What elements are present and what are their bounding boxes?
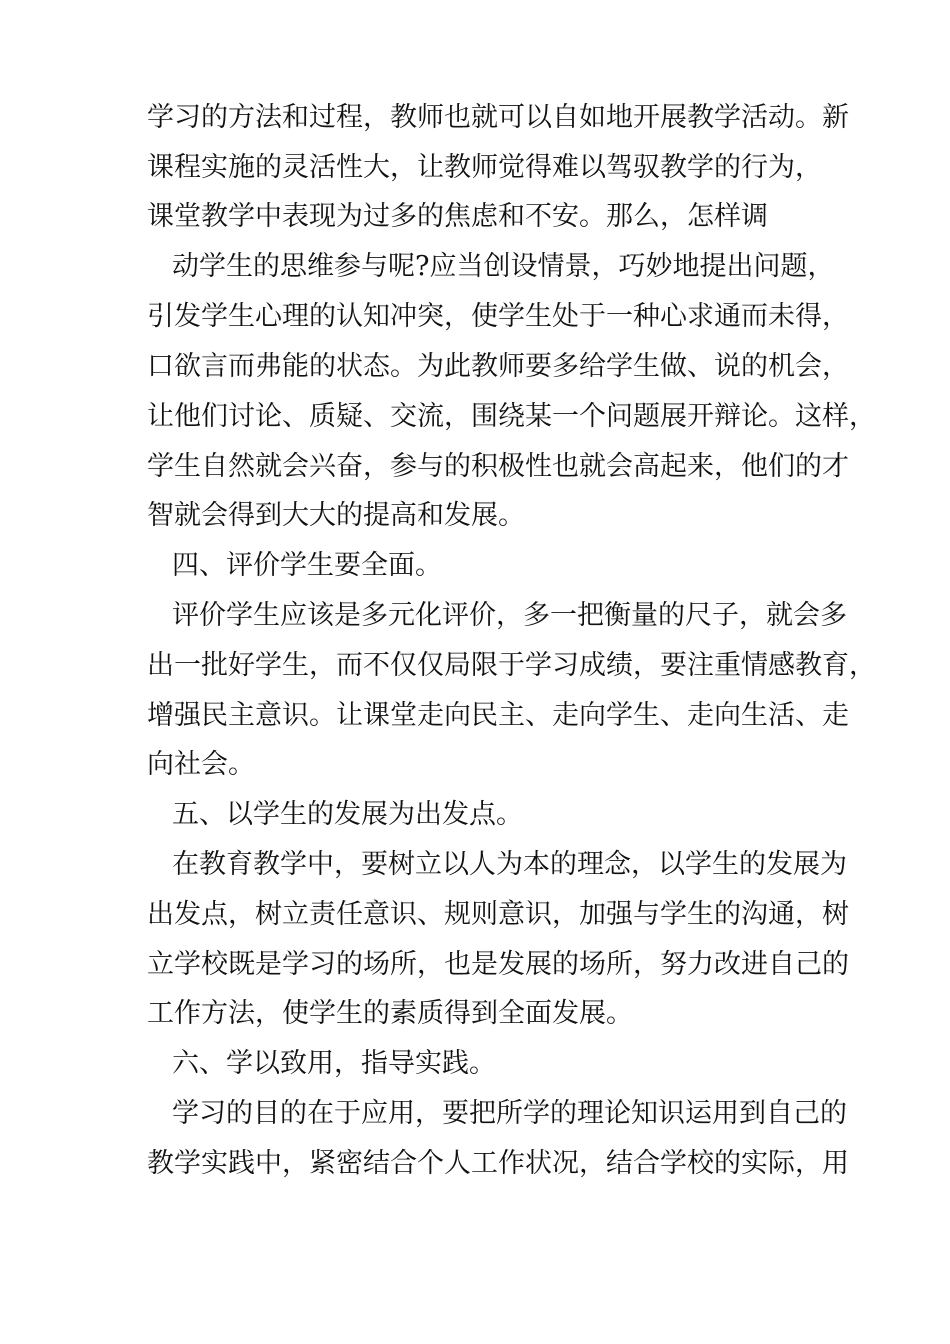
- text-line: 评价学生应该是多元化评价，多一把衡量的尺子，就会多: [172, 600, 847, 631]
- text-line: 动学生的思维参与呢?应当创设情景，巧妙地提出问题，: [172, 251, 835, 282]
- section-heading: 五、以学生的发展为出发点。: [172, 799, 523, 830]
- text-line: 课堂教学中表现为过多的焦虑和不安。那么，怎样调: [147, 201, 768, 232]
- section-heading: 六、学以致用，指导实践。: [172, 1048, 496, 1079]
- section-heading: 四、评价学生要全面。: [172, 550, 442, 581]
- text-line: 立学校既是学习的场所，也是发展的场所，努力改进自己的: [147, 949, 849, 980]
- text-line: 在教育教学中，要树立以人为本的理念，以学生的发展为: [172, 849, 847, 880]
- text-line: 向社会。: [147, 749, 255, 780]
- text-line: 引发学生心理的认知冲突，使学生处于一种心求通而未得，: [147, 301, 849, 332]
- text-line: 学生自然就会兴奋，参与的积极性也就会高起来，他们的才: [147, 451, 849, 482]
- text-line: 工作方法，使学生的素质得到全面发展。: [147, 998, 633, 1029]
- text-line: 学习的方法和过程，教师也就可以自如地开展教学活动。新: [147, 102, 849, 133]
- text-line: 出发点，树立责任意识、规则意识，加强与学生的沟通，树: [147, 899, 849, 930]
- text-line: 学习的目的在于应用，要把所学的理论知识运用到自己的: [172, 1098, 847, 1129]
- text-line: 口欲言而弗能的状态。为此教师要多给学生做、说的机会，: [147, 351, 849, 382]
- text-line: 智就会得到大大的提高和发展。: [147, 500, 525, 531]
- text-line: 出一批好学生，而不仅仅局限于学习成绩，要注重情感教育，: [147, 650, 876, 681]
- text-line: 教学实践中，紧密结合个人工作状况，结合学校的实际，用: [147, 1148, 849, 1179]
- text-line: 让他们讨论、质疑、交流，围绕某一个问题展开辩论。这样，: [147, 401, 876, 432]
- text-line: 课程实施的灵活性大，让教师觉得难以驾驭教学的行为，: [147, 152, 822, 183]
- text-line: 增强民主意识。让课堂走向民主、走向学生、走向生活、走: [147, 700, 849, 731]
